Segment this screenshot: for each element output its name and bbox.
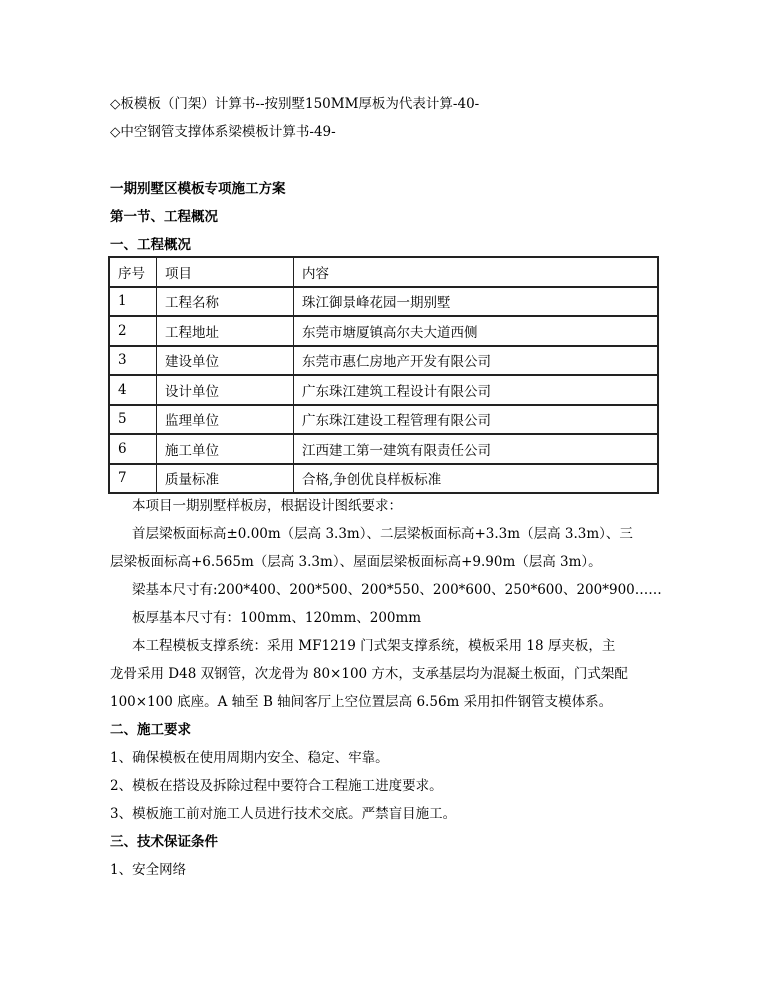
table-row — [109, 316, 658, 346]
paragraph-support-3: 100×100 底座。A 轴至 B 轴间客厅上空位置层高 6.56m 采用扣件钢管支模体系。 — [110, 694, 613, 710]
table-row — [109, 434, 658, 464]
list-item: 2、模板在搭设及拆除过程中要符合工程施工进度要求。 — [110, 778, 443, 794]
row-index: 3 — [109, 346, 157, 376]
subsection-title-overview: 一、工程概况 — [110, 237, 191, 253]
row-content: 江西建工第一建筑有限责任公司 — [294, 434, 659, 464]
paragraph-intro: 本项目一期别墅样板房，根据设计图纸要求： — [132, 498, 402, 514]
row-index: 7 — [109, 464, 157, 494]
list-item: 3、模板施工前对施工人员进行技术交底。严禁盲目施工。 — [110, 806, 457, 822]
section-title: 第一节、工程概况 — [110, 209, 218, 225]
row-content: 东莞市惠仁房地产开发有限公司 — [294, 346, 659, 376]
row-item: 设计单位 — [157, 375, 294, 405]
row-item: 建设单位 — [157, 346, 294, 376]
row-index: 6 — [109, 434, 157, 464]
row-content: 东莞市塘厦镇高尔夫大道西侧 — [294, 316, 659, 346]
toc-item-1[interactable]: ◇板模板（门架）计算书--按别墅150MM厚板为代表计算-40- — [110, 96, 480, 112]
table-header-row — [109, 257, 658, 287]
header-content: 内容 — [294, 257, 659, 287]
row-content: 合格,争创优良样板标准 — [294, 464, 659, 494]
row-content: 广东珠江建筑工程设计有限公司 — [294, 375, 659, 405]
paragraph-support-1: 本工程模板支撑系统：采用 MF1219 门式架支撑系统，模板采用 18 厚夹板，主 — [132, 638, 616, 654]
row-content: 广东珠江建设工程管理有限公司 — [294, 405, 659, 435]
doc-title: 一期别墅区模板专项施工方案 — [110, 181, 286, 197]
row-item: 工程名称 — [157, 287, 294, 317]
subsection-title-requirements: 二、施工要求 — [110, 722, 191, 738]
table-row — [109, 405, 658, 435]
list-item: 1、确保模板在使用周期内安全、稳定、牢靠。 — [110, 750, 389, 766]
paragraph-elevation-2: 层梁板面标高+6.565m（层高 3.3m）、屋面层梁板面标高+9.90m（层高 3m）。 — [110, 554, 602, 570]
paragraph-support-2: 龙骨采用 D48 双钢管，次龙骨为 80×100 方木，支承基层均为混凝土板面，门式架配 — [110, 666, 628, 682]
paragraph-beam-sizes: 梁基本尺寸有:200*400、200*500、200*550、200*600、250*600、200*900…… — [132, 582, 662, 598]
header-item: 项目 — [157, 257, 294, 287]
paragraph-slab-thickness: 板厚基本尺寸有：100mm、120mm、200mm — [132, 610, 422, 626]
list-item: 1、安全网络 — [110, 862, 187, 878]
row-index: 5 — [109, 405, 157, 435]
row-item: 监理单位 — [157, 405, 294, 435]
row-item: 工程地址 — [157, 316, 294, 346]
table-row — [109, 375, 658, 405]
row-content: 珠江御景峰花园一期别墅 — [294, 287, 659, 317]
table-row — [109, 346, 658, 376]
header-index: 序号 — [109, 257, 157, 287]
paragraph-elevation-1: 首层梁板面标高±0.00m（层高 3.3m）、二层梁板面标高+3.3m（层高 3.3m）、三 — [132, 526, 633, 542]
toc-item-2[interactable]: ◇中空钢管支撑体系梁模板计算书-49- — [110, 124, 336, 140]
table-row — [109, 464, 658, 494]
row-item: 质量标准 — [157, 464, 294, 494]
project-info-table — [108, 256, 659, 494]
row-item: 施工单位 — [157, 434, 294, 464]
row-index: 1 — [109, 287, 157, 317]
subsection-title-technical: 三、技术保证条件 — [110, 834, 218, 850]
table-row — [109, 287, 658, 317]
row-index: 2 — [109, 316, 157, 346]
row-index: 4 — [109, 375, 157, 405]
